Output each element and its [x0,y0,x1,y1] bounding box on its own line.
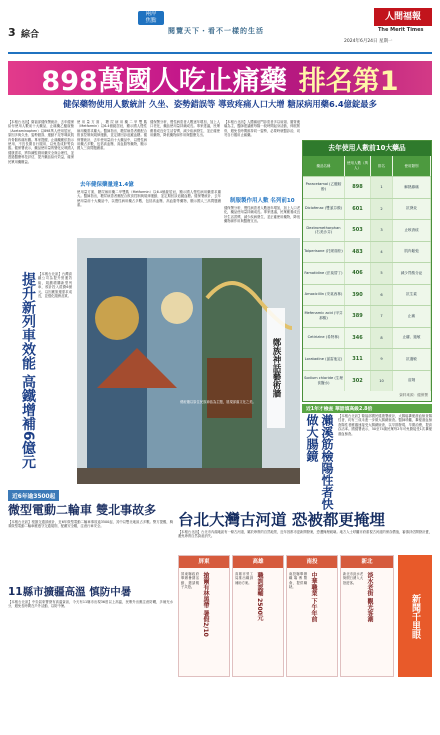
issue-date: 2024年6月24日 星期一 [344,39,393,44]
local-column-body: 高雄市勞工局推出職訓補助方案。 [235,572,253,585]
table-header-cell: 使用人數（萬人） [345,156,371,176]
mural-photo [77,238,300,484]
table-row: Sodium chloride (生理食鹽水) 302 10 溶劑 [303,370,431,392]
caption-title: 制服製作用人數 名列前10 [230,198,295,204]
local-column-headline: 淡水老街 觀光客潮 [366,572,373,623]
subheadline: 健保藥物使用人數統計 久坐、姿勢錯誤等 導致疼痛人口大增 糖尿病用藥6.4億錠最多 [63,99,377,109]
middle-story-tag: 近6年逾3500起 [8,490,59,501]
mural-title: 鄭族神話藝術牆 [267,308,285,428]
local-column-body: 屏東縣政府舉辦暑期活動，邀請親子共遊。 [181,572,199,590]
table-source: 資料來源：健保署 [399,393,428,397]
main-story-col1: 【本報台北訊】衛福部健保署統計，去年健保給付使用人數前十大藥品，止痛藥乙醯胺酚（Acetaminophen）以898萬人使用居冠，原因多與久坐、姿勢錯誤、運動不足等導致肌肉骨骼疼痛有關。專家提醒，止痛藥應依指示使用，不宜長期自行服用，以免造成肝腎負擔。健保署表示，藥品使用量的變化反映國人健康需求，將持續監測用藥安全與合理性，並透過醫療科技評估，提升藥品給付效益，確保民眾用藥權益。 [8,120,74,164]
mural-caption: 藝術牆以原住民族神話為主題，展現部落文化之美。 [180,400,256,404]
middle-story-body2: 【本報台北訊】中央氣象署發布高溫資訊，今天有11縣市出現36度以上高溫，民眾外出應注意防曬，多補充水分，避免長時間在戶外活動，以防中暑。 [8,600,173,609]
main-story-col2: 使用量方面，糖尿病用藥二甲雙胍（Metformin）以6.4億錠居冠，顯示國人慢性病用藥需求龐大。醫師指出，糖尿病患者應配合飲食控制與規律運動，並定期回診追蹤血糖。健保署統計，去年使用量前十大藥品中，以慢性病用藥占多數，包括高血壓、高血脂等藥物，顯示國人三高問題嚴重。 [77,120,147,151]
table-row: Paracetamol (乙醯胺酚) 898 1 解熱鎮痛 [303,176,431,198]
table-row: Mefenamic acid (甲芬那酸) 389 7 止痛 [303,305,431,327]
bottom-story-headline: 台北大灣古河道 恐被都更掩埋 [178,511,385,529]
table-header-cell: 使用類別 [393,156,431,176]
local-column-kaohsiung [232,555,284,677]
header-rule [8,52,432,54]
local-column-label: 南投 [287,556,337,568]
headline-rank: 排名第1 [298,65,399,97]
table-row: Dextromethorphan (右美沙芬) 503 3 止咳消痰 [303,219,431,241]
local-column-pingtung [178,555,230,677]
right-story-tag: 近1年才檢查 華語填高級2.8倍 [302,404,432,413]
middle-story-headline: 微型電動二輪車 雙北事故多 [8,503,157,517]
middle-story-body: 【本報台北訊】根據交通部統計，近6年微型電動二輪車事故逾3500起，其中以雙北地區占多數。警方提醒，騎乘微型電動二輪車應遵守交通規則，配戴安全帽，注意行車安全。 [8,520,173,529]
local-column-body: 南投縣舉辦職場博覽會，提供職缺。 [289,572,307,590]
local-column-label: 屏東 [179,556,229,568]
table-row: Loratadine (氯雷他定) 311 9 抗過敏 [303,348,431,370]
top10-drugs-table [302,140,432,402]
right-story-headline: 瀨溪筋檢陽性者快做大腸鏡 [305,414,334,510]
section-label: 綜合 [21,30,40,40]
news-eye-tag: 新聞千里眼 [398,555,432,677]
header-slogan: 閱覽天下・看不一樣的生活 [168,27,264,35]
main-story-col3: 健保署分析，慢性病患者人數逐年增加，加上人口老化，藥品使用量持續成長。專家建議，民眾應養成良好生活習慣，減少疾病發生，並正確使用藥物，降低藥物副作用與醫療支出。 [150,120,220,138]
table-row: Diclofenac (雙氯芬酸) 601 2 抗發炎 [303,198,431,220]
table-header-cell: 排名 [371,156,393,176]
vertical-headline: 提升新列車效能 高鐵增補6億元 [20,272,36,469]
table-header-cell: 藥品名稱 [303,156,345,176]
bottom-story-body: 【本報台北訊】台北市內湖地區有一條古河道，屬於珍貴的自然地景，近年因都市更新開發案，恐遭掩埋破壞。地方人士呼籲市府重視古河道的保存價值，審慎評估開發計畫，避免珍貴自然資產消失。 [178,530,432,539]
page-number: 3 [8,26,16,39]
local-column-label: 新北 [341,556,393,568]
main-story-col4: 【本報台北訊】人體痛症門診患者多以肩頸、腰背痠痛為主，醫師建議應每隔一段時間起身活動，伸展筋骨，避免長時間維持同一姿勢，必要時就醫診治，切勿自行服用止痛藥。 [224,120,300,138]
table-row: Tolperisone (托哌瑞松) 483 4 肌肉鬆弛 [303,241,431,263]
paper-name: The Merit Times [378,27,424,33]
vertical-story-body: 【本報台北訊】台灣高鐵公司為提升營運效能，規劃增購新型列車，預計投入經費6億元，以因應旅運需求成長，並強化服務品質。 [38,272,72,299]
local-column-body: 新北市淡水老街假日湧入大批遊客。 [343,572,363,585]
table-row: Amoxicillin (安莫西林) 390 6 抗生素 [303,284,431,306]
story-right-col: 健保署分析，慢性病患者人數逐年增加，加上人口老化，藥品使用量持續成長。專家建議，民眾應養成良好生活習慣，減少疾病發生，並正確使用藥物，降低藥物副作用與醫療支出。 [224,206,300,224]
headline-banner [8,61,432,95]
local-column-headline: 職訓認輔 2500元 [256,572,263,621]
section-badge: 兩岸 焦點 [138,11,164,25]
table-title: 去年使用人數前10大藥品 [303,141,431,156]
masthead [8,8,432,44]
headline-main: 898萬國人吃止痛藥 [41,65,287,97]
right-story-body: 【本報台北訊】衛福部國民健康署統計，大腸癌糞便潛血檢查陽性者，約有三成未進一步做大腸鏡檢查。醫師呼籲，糞便潛血檢查陽性者應儘速接受大腸鏡檢查，以早期發現、早期治療，提高存活率。國健署表示，50至74歲民眾每2年可免費接受1次糞便潛血檢查。 [338,414,432,436]
table-header [303,156,431,176]
local-column-headline: 中華職業 下午年前 [310,572,317,623]
paper-logo: 人間福報 [374,8,432,26]
story-side-col: 使用量方面，糖尿病用藥二甲雙胍（Metformin）以6.4億錠居冠，顯示國人慢性病用藥需求龐大。醫師指出，糖尿病患者應配合飲食控制與規律運動，並定期回診追蹤血糖。健保署統計，去年使用量前十大藥品中，以慢性病用藥占多數，包括高血壓、高血脂等藥物，顯示國人三高問題嚴重。 [77,190,221,208]
caption-head: 去年健保藥量達1.4億 [80,182,134,188]
local-column-label: 高雄 [233,556,283,568]
local-column-newtaipei [340,555,394,677]
table-row: Famotidine (法莫替丁) 406 5 減少胃酸分泌 [303,262,431,284]
local-column-headline: 搶爾有林黑帶 暑假2/10 [202,572,209,637]
middle-story-headline2: 11縣市擴疆高溫 慎防中暑 [8,586,132,598]
table-row: Cetirizine (希特林) 346 8 止癢、過敏 [303,327,431,349]
local-column-nantou [286,555,338,677]
